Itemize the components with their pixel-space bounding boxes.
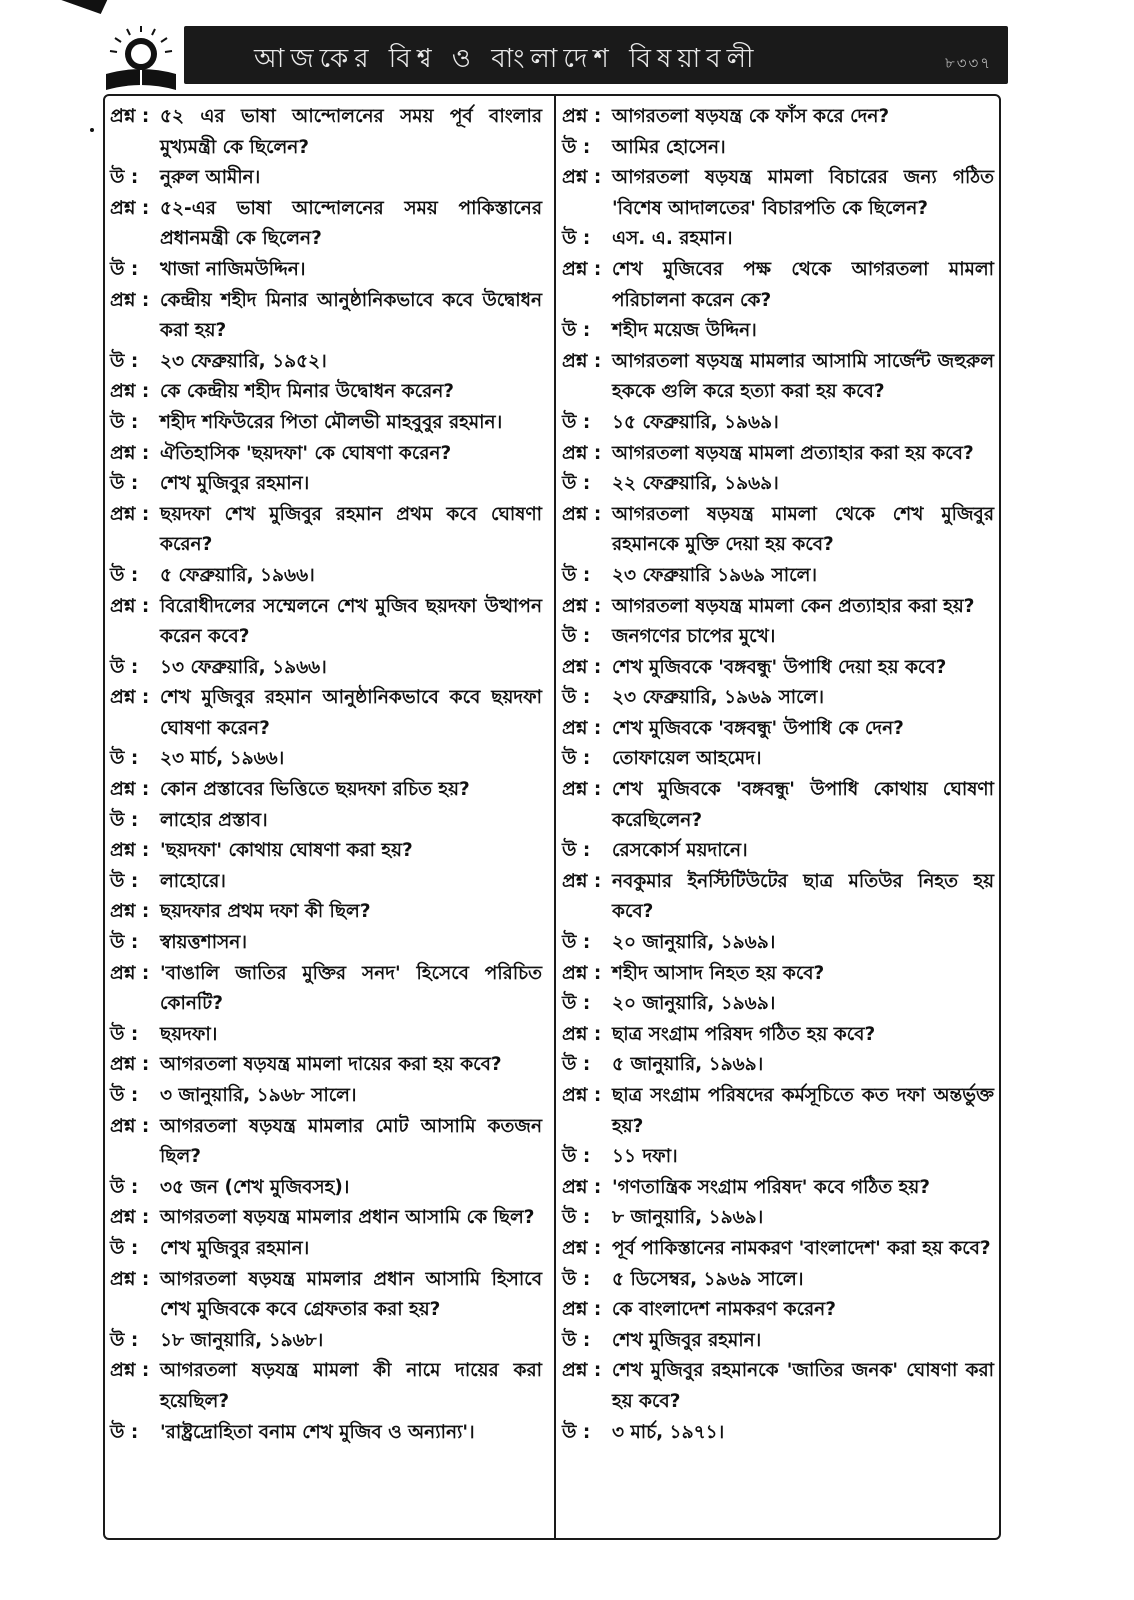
- answer-text: ৩ মার্চ, ১৯৭১।: [612, 1421, 725, 1443]
- question-label: প্রশ্ন :: [110, 1268, 150, 1290]
- question-text: আগরতলা ষড়যন্ত্র কে ফাঁস করে দেন?: [612, 106, 890, 127]
- answer-text: ২০ জানুয়ারি, ১৯৬৯।: [612, 993, 776, 1015]
- answer-text: ৩৫ জন (শেখ মুজিবসহ)।: [160, 1176, 350, 1198]
- answer-text: খাজা নাজিমউদ্দিন।: [160, 258, 306, 280]
- answer-label: উ :: [562, 993, 591, 1015]
- answer-text: তোফায়েল আহমেদ।: [612, 748, 762, 770]
- answer-item: [110, 744, 542, 775]
- question-text: আগরতলা ষড়যন্ত্র মামলা দায়ের করা হয় কবে?: [160, 1054, 502, 1076]
- answer-item: [562, 1203, 994, 1234]
- answer-item: [110, 255, 542, 286]
- answer-label: উ :: [110, 1329, 139, 1351]
- question-item: [110, 1203, 542, 1234]
- question-text: ৫২ এর ভাষা আন্দোলনের সময় পূর্ব বাংলার মুখ্যমন্ত্রী কে ছিলেন?: [160, 106, 542, 158]
- question-item: [110, 286, 542, 347]
- question-text: বিরোধীদলের সম্মেলনে শেখ মুজিব ছয়দফা উত্থাপন করেন কবে?: [160, 595, 542, 648]
- answer-item: [562, 928, 994, 959]
- left-column: [110, 102, 542, 1448]
- question-text: আগরতলা ষড়যন্ত্র মামলার প্রধান আসামি কে ছিল?: [160, 1207, 535, 1229]
- answer-label: উ :: [110, 1085, 139, 1106]
- answer-text: ৫ ফেব্রুয়ারি, ১৯৬৬।: [160, 564, 315, 586]
- answer-text: ২০ জানুয়ারি, ১৯৬৯।: [612, 932, 776, 954]
- answer-item: [562, 561, 994, 592]
- answer-label: উ :: [110, 350, 139, 372]
- question-item: [110, 1356, 542, 1417]
- question-label: প্রশ্ন :: [562, 870, 602, 892]
- answer-item: [562, 744, 994, 775]
- answer-text: লাহোরে।: [160, 870, 226, 892]
- book-logo-icon: [100, 24, 182, 96]
- question-label: প্রশ্ন :: [110, 1115, 150, 1137]
- question-label: প্রশ্ন :: [562, 442, 602, 464]
- question-item: [562, 1081, 994, 1142]
- answer-item: [562, 316, 994, 347]
- answer-item: [110, 408, 542, 439]
- question-text: শেখ মুজিবুর রহমান আনুষ্ঠানিকভাবে কবে ছয়দফা ঘোষণা করেন?: [160, 687, 542, 739]
- answer-text: ১১ দফা।: [612, 1146, 678, 1168]
- answer-label: উ :: [110, 1237, 139, 1259]
- answer-text: ৮ জানুয়ারি, ১৯৬৯।: [612, 1207, 764, 1229]
- question-label: প্রশ্ন :: [110, 779, 150, 801]
- answer-text: ২৩ ফেব্রুয়ারি ১৯৬৯ সালে।: [612, 564, 817, 586]
- question-text: ঐতিহাসিক 'ছয়দফা' কে ঘোষণা করেন?: [160, 442, 452, 464]
- answer-text: ২২ ফেব্রুয়ারি, ১৯৬৯।: [612, 473, 779, 495]
- question-label: প্রশ্ন :: [562, 1023, 602, 1045]
- corner-mark: [55, 0, 108, 14]
- question-item: [562, 653, 994, 684]
- question-label: প্রশ্ন :: [562, 106, 602, 127]
- question-label: প্রশ্ন :: [110, 1054, 150, 1076]
- answer-item: [562, 622, 994, 653]
- answer-item: [110, 928, 542, 959]
- page-title: আজকের বিশ্ব ও বাংলাদেশ বিষয়াবলী: [254, 44, 760, 74]
- question-text: ছাত্র সংগ্রাম পরিষদের কর্মসূচিতে কত দফা অন্তর্ভুক্ত হয়?: [612, 1085, 994, 1137]
- answer-item: [562, 1265, 994, 1296]
- question-label: প্রশ্ন :: [562, 1176, 602, 1198]
- question-item: [562, 959, 994, 990]
- question-text: শেখ মুজিবকে 'বঙ্গবন্ধু' উপাধি কোথায় ঘোষণা করেছিলেন?: [612, 779, 994, 831]
- question-text: শেখ মুজিবকে 'বঙ্গবন্ধু' উপাধি দেয়া হয় কবে?: [612, 656, 947, 678]
- question-label: প্রশ্ন :: [110, 1207, 150, 1229]
- question-text: আগরতলা ষড়যন্ত্র মামলা থেকে শেখ মুজিবুর রহমানকে মুক্তি দেয়া হয় কবে?: [612, 503, 994, 556]
- question-label: প্রশ্ন :: [562, 595, 602, 617]
- question-item: [110, 1112, 542, 1173]
- answer-item: [562, 469, 994, 500]
- question-item: [110, 500, 542, 561]
- question-text: কেন্দ্রীয় শহীদ মিনার আনুষ্ঠানিকভাবে কবে উদ্বোধন করা হয়?: [160, 289, 542, 342]
- question-label: প্রশ্ন :: [562, 779, 602, 801]
- header-code: ৮৩৩৭: [945, 54, 992, 72]
- answer-text: ছয়দফা।: [160, 1023, 218, 1045]
- answer-label: উ :: [562, 932, 591, 954]
- answer-item: [562, 133, 994, 164]
- question-item: [110, 775, 542, 806]
- answer-label: উ :: [562, 320, 591, 342]
- answer-item: [562, 1418, 994, 1449]
- answer-text: ১৩ ফেব্রুয়ারি, ১৯৬৬।: [160, 656, 327, 678]
- answer-item: [110, 1326, 542, 1357]
- answer-label: উ :: [110, 1176, 139, 1198]
- answer-item: [562, 408, 994, 439]
- question-item: [110, 683, 542, 744]
- answer-label: উ :: [562, 564, 591, 586]
- question-text: পূর্ব পাকিস্তানের নামকরণ 'বাংলাদেশ' করা হয় কবে?: [612, 1237, 991, 1259]
- answer-text: শেখ মুজিবুর রহমান।: [160, 1237, 310, 1259]
- question-text: আগরতলা ষড়যন্ত্র মামলা কেন প্রত্যাহার করা হয়?: [612, 595, 975, 617]
- question-label: প্রশ্ন :: [110, 503, 150, 525]
- answer-label: উ :: [562, 1421, 591, 1443]
- question-item: [562, 714, 994, 745]
- question-text: কোন প্রস্তাবের ভিত্তিতে ছয়দফা রচিত হয়?: [160, 779, 470, 801]
- question-label: প্রশ্ন :: [110, 595, 150, 617]
- question-label: প্রশ্ন :: [110, 106, 150, 127]
- answer-label: উ :: [562, 1268, 591, 1290]
- answer-label: উ :: [110, 1023, 139, 1045]
- margin-dot: [90, 128, 94, 132]
- answer-label: উ :: [562, 1207, 591, 1229]
- answer-item: [110, 1020, 542, 1051]
- question-label: প্রশ্ন :: [110, 442, 150, 464]
- question-text: শেখ মুজিবুর রহমানকে 'জাতির জনক' ঘোষণা করা হয় কবে?: [612, 1360, 994, 1412]
- answer-item: [110, 867, 542, 898]
- answer-text: 'রাষ্ট্রদ্রোহিতা বনাম শেখ মুজিব ও অন্যান্য'।: [160, 1421, 475, 1443]
- answer-label: উ :: [110, 258, 139, 280]
- answer-label: উ :: [110, 1421, 139, 1443]
- question-item: [110, 1050, 542, 1081]
- answer-label: উ :: [562, 626, 591, 648]
- answer-text: ২৩ ফেব্রুয়ারি, ১৯৫২।: [160, 350, 327, 372]
- answer-label: উ :: [110, 656, 139, 678]
- answer-text: ৫ জানুয়ারি, ১৯৬৯।: [612, 1054, 764, 1076]
- question-item: [562, 500, 994, 561]
- answer-text: রেসকোর্স ময়দানে।: [612, 840, 748, 862]
- question-text: আগরতলা ষড়যন্ত্র মামলার প্রধান আসামি হিসাবে শেখ মুজিবকে কবে গ্রেফতার করা হয়?: [160, 1268, 542, 1321]
- question-text: আগরতলা ষড়যন্ত্র মামলা বিচারের জন্য গঠিত 'বিশেষ আদালতের' বিচারপতি কে ছিলেন?: [612, 167, 994, 219]
- answer-item: [562, 683, 994, 714]
- question-label: প্রশ্ন :: [110, 840, 150, 862]
- answer-text: শেখ মুজিবুর রহমান।: [612, 1329, 762, 1351]
- question-label: প্রশ্ন :: [562, 258, 602, 280]
- question-label: প্রশ্ন :: [110, 381, 150, 403]
- question-label: প্রশ্ন :: [110, 962, 150, 984]
- column-divider: [554, 96, 556, 1538]
- answer-label: উ :: [110, 564, 139, 586]
- answer-item: [562, 989, 994, 1020]
- question-text: আগরতলা ষড়যন্ত্র মামলার মোট আসামি কতজন ছিল?: [160, 1115, 542, 1168]
- question-text: ৫২-এর ভাষা আন্দোলনের সময় পাকিস্তানের প্রধানমন্ত্রী কে ছিলেন?: [160, 197, 542, 250]
- question-text: শেখ মুজিবকে 'বঙ্গবন্ধু' উপাধি কে দেন?: [612, 717, 904, 739]
- answer-item: [562, 1326, 994, 1357]
- question-text: আগরতলা ষড়যন্ত্র মামলা কী নামে দায়ের করা হয়েছিল?: [160, 1360, 542, 1412]
- question-text: শেখ মুজিবের পক্ষ থেকে আগরতলা মামলা পরিচালনা করেন কে?: [612, 258, 994, 311]
- answer-text: লাহোর প্রস্তাব।: [160, 809, 268, 831]
- question-text: কে বাংলাদেশ নামকরণ করেন?: [612, 1299, 836, 1321]
- question-text: আগরতলা ষড়যন্ত্র মামলার আসামি সার্জেন্ট জহুরুল হককে গুলি করে হত্যা করা হয় কবে?: [612, 350, 994, 403]
- question-text: শহীদ আসাদ নিহত হয় কবে?: [612, 962, 825, 984]
- answer-label: উ :: [562, 1329, 591, 1351]
- question-label: প্রশ্ন :: [562, 350, 602, 372]
- question-item: [562, 102, 994, 133]
- question-item: [110, 592, 542, 653]
- answer-label: উ :: [110, 932, 139, 954]
- question-text: আগরতলা ষড়যন্ত্র মামলা প্রত্যাহার করা হয় কবে?: [612, 442, 974, 464]
- answer-label: উ :: [562, 840, 591, 862]
- answer-item: [562, 1142, 994, 1173]
- question-text: ছাত্র সংগ্রাম পরিষদ গঠিত হয় কবে?: [612, 1023, 876, 1045]
- question-text: ছয়দফার প্রথম দফা কী ছিল?: [160, 901, 371, 923]
- answer-item: [110, 1173, 542, 1204]
- answer-item: [562, 836, 994, 867]
- answer-item: [110, 1234, 542, 1265]
- answer-label: উ :: [562, 228, 591, 250]
- answer-item: [110, 806, 542, 837]
- question-item: [562, 1173, 994, 1204]
- answer-label: উ :: [110, 473, 139, 495]
- answer-item: [110, 163, 542, 194]
- answer-label: উ :: [562, 687, 591, 709]
- answer-label: উ :: [562, 136, 591, 158]
- answer-label: উ :: [562, 473, 591, 495]
- question-item: [562, 1234, 994, 1265]
- answer-item: [562, 224, 994, 255]
- question-item: [562, 1020, 994, 1051]
- answer-label: উ :: [110, 167, 139, 189]
- question-item: [110, 102, 542, 163]
- answer-text: ২৩ মার্চ, ১৯৬৬।: [160, 748, 285, 770]
- question-text: 'ছয়দফা' কোথায় ঘোষণা করা হয়?: [160, 840, 413, 862]
- question-label: প্রশ্ন :: [110, 289, 150, 311]
- question-item: [562, 439, 994, 470]
- question-label: প্রশ্ন :: [562, 1360, 602, 1382]
- question-item: [562, 1356, 994, 1417]
- question-label: প্রশ্ন :: [110, 197, 150, 219]
- answer-item: [110, 347, 542, 378]
- answer-text: ২৩ ফেব্রুয়ারি, ১৯৬৯ সালে।: [612, 687, 824, 709]
- question-item: [562, 775, 994, 836]
- answer-text: ৩ জানুয়ারি, ১৯৬৮ সালে।: [160, 1085, 357, 1106]
- question-label: প্রশ্ন :: [562, 1237, 602, 1259]
- answer-text: এস. এ. রহমান।: [612, 228, 733, 250]
- question-item: [110, 897, 542, 928]
- answer-label: উ :: [110, 809, 139, 831]
- answer-item: [110, 653, 542, 684]
- question-text: নবকুমার ইনস্টিটিউটের ছাত্র মতিউর নিহত হয় কবে?: [612, 870, 994, 923]
- question-label: প্রশ্ন :: [110, 901, 150, 923]
- question-item: [562, 347, 994, 408]
- question-item: [110, 439, 542, 470]
- answer-text: শহীদ ময়েজ উদ্দিন।: [612, 320, 757, 342]
- answer-text: ৫ ডিসেম্বর, ১৯৬৯ সালে।: [612, 1268, 804, 1290]
- question-item: [562, 1295, 994, 1326]
- answer-label: উ :: [110, 870, 139, 892]
- answer-item: [110, 1418, 542, 1449]
- question-label: প্রশ্ন :: [562, 656, 602, 678]
- answer-text: ১৫ ফেব্রুয়ারি, ১৯৬৯।: [612, 411, 779, 433]
- answer-label: উ :: [562, 411, 591, 433]
- question-item: [110, 377, 542, 408]
- answer-text: নুরুল আমীন।: [160, 167, 261, 189]
- answer-label: উ :: [562, 1054, 591, 1076]
- question-text: কে কেন্দ্রীয় শহীদ মিনার উদ্বোধন করেন?: [160, 381, 455, 403]
- question-label: প্রশ্ন :: [562, 717, 602, 739]
- question-item: [110, 194, 542, 255]
- answer-text: স্বায়ত্তশাসন।: [160, 932, 247, 954]
- question-label: প্রশ্ন :: [562, 503, 602, 525]
- answer-text: শহীদ শফিউরের পিতা মৌলভী মাহবুবুর রহমান।: [160, 411, 503, 433]
- question-label: প্রশ্ন :: [562, 962, 602, 984]
- question-item: [110, 1265, 542, 1326]
- question-item: [562, 255, 994, 316]
- question-label: প্রশ্ন :: [110, 1360, 150, 1382]
- question-text: 'গণতান্ত্রিক সংগ্রাম পরিষদ' কবে গঠিত হয়?: [612, 1176, 931, 1198]
- answer-label: উ :: [110, 748, 139, 770]
- question-item: [562, 592, 994, 623]
- answer-label: উ :: [110, 411, 139, 433]
- answer-item: [110, 469, 542, 500]
- question-item: [110, 836, 542, 867]
- answer-text: আমির হোসেন।: [612, 136, 726, 158]
- question-item: [562, 867, 994, 928]
- question-item: [562, 163, 994, 224]
- answer-label: উ :: [562, 748, 591, 770]
- question-text: 'বাঙালি জাতির মুক্তির সনদ' হিসেবে পরিচিত কোনটি?: [160, 962, 542, 1015]
- answer-label: উ :: [562, 1146, 591, 1168]
- question-label: প্রশ্ন :: [110, 687, 150, 709]
- answer-item: [110, 1081, 542, 1112]
- question-label: প্রশ্ন :: [562, 1085, 602, 1106]
- answer-text: শেখ মুজিবুর রহমান।: [160, 473, 310, 495]
- answer-item: [110, 561, 542, 592]
- answer-text: ১৮ জানুয়ারি, ১৯৬৮।: [160, 1329, 324, 1351]
- question-label: প্রশ্ন :: [562, 167, 602, 189]
- right-column: [562, 102, 994, 1448]
- answer-text: জনগণের চাপের মুখে।: [612, 626, 776, 648]
- page-header: [184, 26, 1008, 84]
- question-item: [110, 959, 542, 1020]
- answer-item: [562, 1050, 994, 1081]
- question-label: প্রশ্ন :: [562, 1299, 602, 1321]
- question-text: ছয়দফা শেখ মুজিবুর রহমান প্রথম কবে ঘোষণা করেন?: [160, 503, 542, 556]
